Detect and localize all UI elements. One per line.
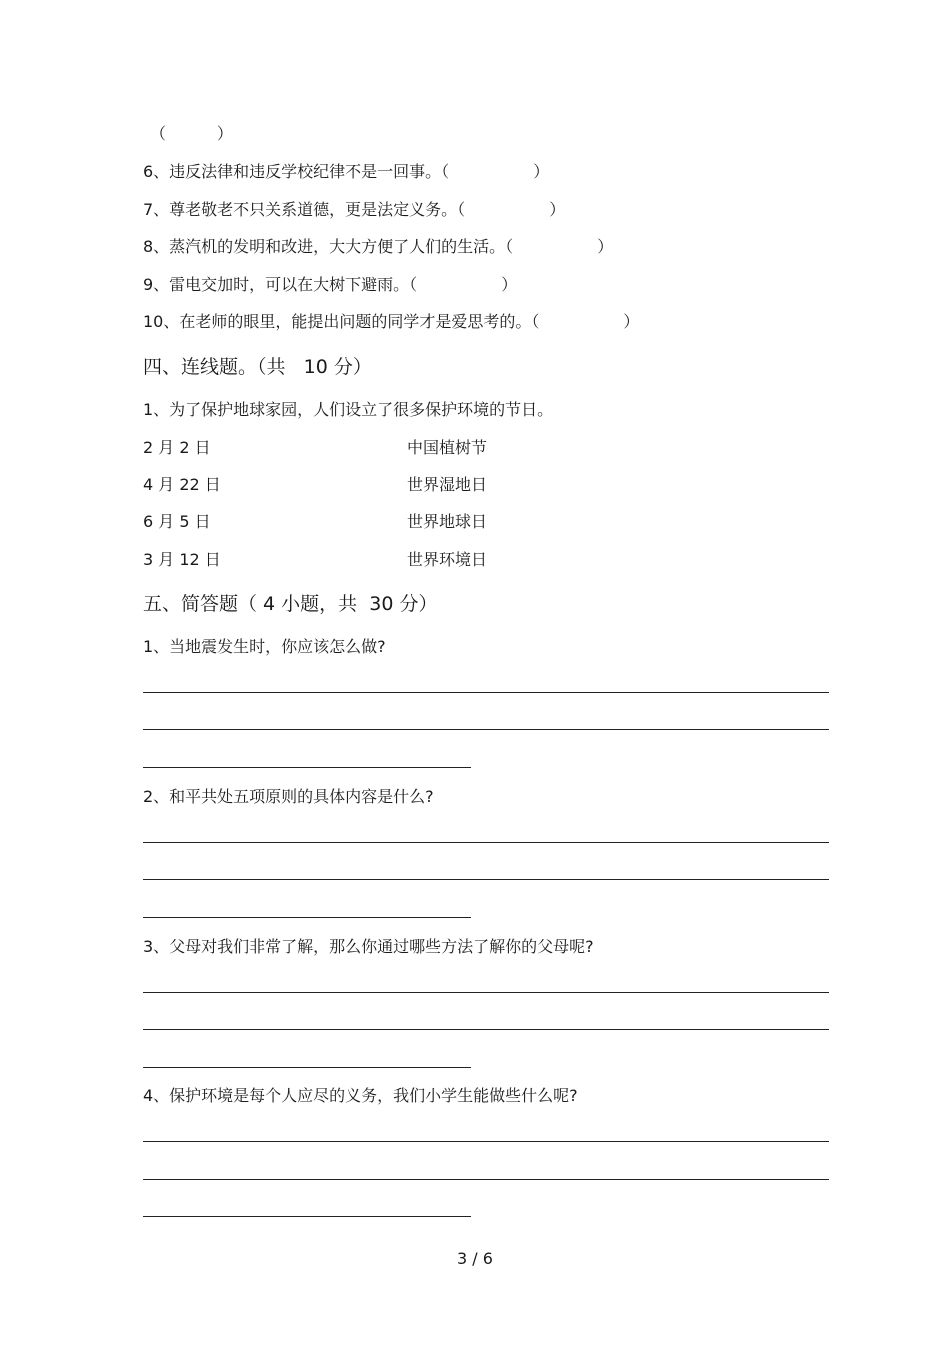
judge-item-close: ）: [549, 200, 566, 219]
answer-paren: （ ）: [150, 124, 233, 143]
match-right-1: 中国植树节: [407, 438, 488, 457]
section-5-title: 五、简答题（ 4 小题，共 30 分）: [143, 593, 438, 615]
match-left-3: 6 月 5 日: [143, 512, 211, 531]
judge-item-close: ）: [501, 275, 518, 294]
answer-line: [143, 879, 829, 880]
judge-item-close: ）: [597, 237, 614, 256]
answer-line: [143, 1141, 829, 1142]
match-left-1: 2 月 2 日: [143, 438, 211, 457]
short-answer-question-1: 1、当地震发生时，你应该怎么做?: [143, 637, 386, 656]
section-4-title: 四、连线题。（共 10 分）: [143, 356, 372, 378]
answer-line: [143, 692, 829, 693]
judge-item-8: [143, 237, 613, 257]
short-answer-question-4: 4、保护环境是每个人应尽的义务，我们小学生能做些什么呢?: [143, 1086, 578, 1105]
judge-item-close: ）: [623, 312, 640, 331]
answer-line: [143, 1067, 471, 1068]
answer-line: [143, 842, 829, 843]
judge-item-6: [143, 162, 549, 182]
page-number: 3 / 6: [457, 1249, 493, 1268]
short-answer-question-2: 2、和平共处五项原则的具体内容是什么?: [143, 787, 434, 806]
judge-item-close: ）: [533, 162, 550, 181]
judge-item-text: 6、违反法律和违反学校纪律不是一回事。（: [143, 162, 450, 181]
answer-line: [143, 1029, 829, 1030]
judge-item-7: [143, 200, 565, 220]
answer-line: [143, 729, 829, 730]
judge-item-9: [143, 275, 517, 295]
match-left-2: 4 月 22 日: [143, 475, 221, 494]
answer-line: [143, 992, 829, 993]
judge-item-10: [143, 312, 639, 332]
match-left-4: 3 月 12 日: [143, 550, 221, 569]
judge-item-text: 10、在老师的眼里，能提出问题的同学才是爱思考的。（: [143, 312, 540, 331]
judge-item-text: 7、尊老敬老不只关系道德，更是法定义务。（: [143, 200, 466, 219]
judge-item-text: 8、蒸汽机的发明和改进，大大方便了人们的生活。（: [143, 237, 514, 256]
answer-line: [143, 917, 471, 918]
judge-item-text: 9、雷电交加时，可以在大树下避雨。（: [143, 275, 418, 294]
match-right-3: 世界地球日: [407, 512, 488, 531]
answer-line: [143, 1179, 829, 1180]
answer-line: [143, 1216, 471, 1217]
short-answer-question-3: 3、父母对我们非常了解，那么你通过哪些方法了解你的父母呢?: [143, 937, 594, 956]
section-4-question: 1、为了保护地球家园，人们设立了很多保护环境的节日。: [143, 400, 554, 419]
answer-line: [143, 767, 471, 768]
match-right-4: 世界环境日: [407, 550, 488, 569]
match-right-2: 世界湿地日: [407, 475, 488, 494]
